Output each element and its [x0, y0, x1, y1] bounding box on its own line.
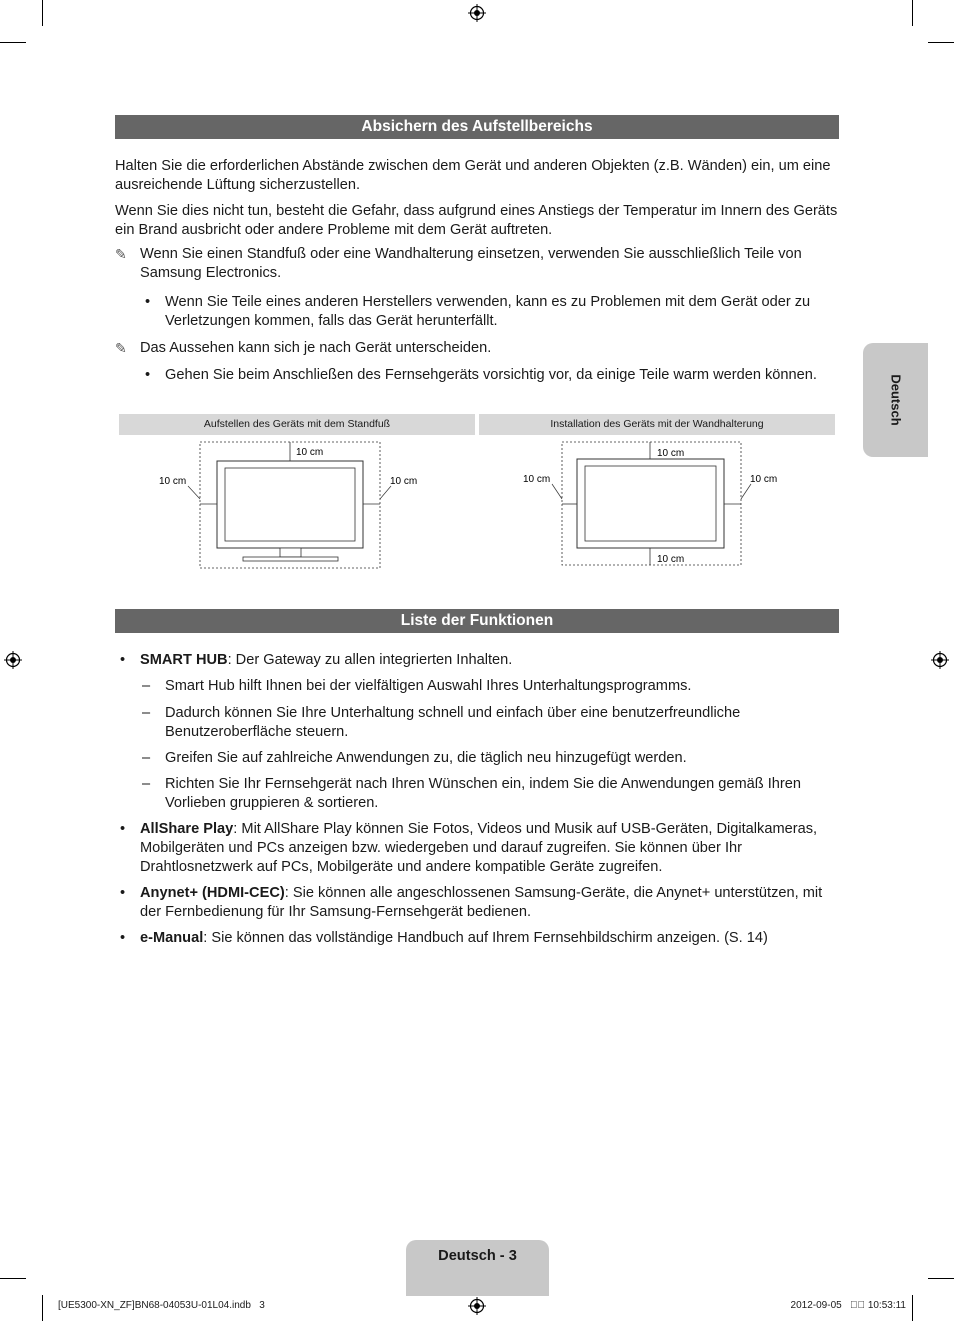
registration-mark-icon: [468, 1297, 486, 1315]
label-left: 10 cm: [159, 476, 187, 487]
dash-mark: –: [142, 705, 151, 721]
leader-right: [380, 486, 391, 499]
note-samsung-parts: [115, 245, 839, 283]
tv-screen: [585, 466, 716, 541]
crop-mark: [0, 1278, 26, 1279]
label-right: 10 cm: [750, 474, 778, 485]
figure-title-stand: Aufstellen des Geräts mit dem Standfuß: [119, 414, 475, 435]
point-text: Smart Hub hilft Ihnen bei der vielfältigen Auswahl Ihres Unterhaltungsprogramms.: [165, 678, 692, 694]
bullet-mark: •: [145, 294, 151, 310]
paragraph-fire-risk: Wenn Sie dies nicht tun, besteht die Gefahr, dass aufgrund eines Anstiegs der Temperatur im Innern des Geräts ein Brand ausbricht oder andere Probleme mit dem Gerät auftreten.: [115, 203, 838, 238]
dash-mark: –: [142, 750, 151, 766]
leader-left: [552, 484, 562, 499]
smart-hub-point: [140, 704, 839, 742]
tv-screen: [225, 468, 355, 541]
crop-mark: [912, 0, 913, 26]
feature-text: : Mit AllShare Play können Sie Fotos, Videos und Musik auf USB-Geräten, Digitalkameras, Mobilgeräten und PCs anzeigen bzw. wiedergeben und darauf zugreifen. Sie können über Ihr Drahtlosnetzwerk auf PCs, Mobilgeräte und andere kompatible Geräte zugreifen.: [140, 821, 818, 875]
crop-mark: [42, 1295, 43, 1321]
point-text: Greifen Sie auf zahlreiche Anwendungen zu, die täglich neu hinzugefügt werden.: [165, 750, 687, 766]
bullet-mark: •: [120, 885, 126, 901]
dash-mark: –: [142, 678, 151, 694]
registration-mark-icon: [931, 651, 949, 669]
label-top: 10 cm: [657, 448, 685, 459]
pencil-note-icon: ✎: [115, 246, 127, 262]
crop-mark: [928, 42, 954, 43]
print-file-info: [UE5300-XN_ZF]BN68-04053U-01L04.indb 3: [58, 1300, 265, 1311]
bullet-mark: •: [120, 652, 126, 668]
dash-mark: –: [142, 776, 151, 792]
tv-stand-neck: [280, 548, 301, 557]
feature-e-manual: [115, 929, 839, 948]
language-label: Deutsch: [888, 374, 903, 426]
label-right: 10 cm: [390, 476, 418, 487]
feature-text: : Der Gateway zu allen integrierten Inhalten.: [227, 652, 513, 668]
label-bottom: 10 cm: [657, 554, 685, 565]
registration-mark-icon: [4, 651, 22, 669]
crop-mark: [928, 1278, 954, 1279]
bullet-text: Wenn Sie Teile eines anderen Herstellers verwenden, kann es zu Problemen mit dem Gerät oder zu Verletzungen kommen, falls das Gerät herunterfällt.: [165, 294, 811, 329]
feature-text: : Sie können alle angeschlossenen Samsung-Geräte, die Anynet+ unterstützen, mit der Fernbedienung für Ihr Samsung-Fernsehgerät bedienen.: [140, 885, 823, 920]
language-side-tab: [863, 343, 928, 457]
wall-mount-installation-diagram: [479, 437, 835, 569]
note-text: Das Aussehen kann sich je nach Gerät unterscheiden.: [140, 340, 492, 356]
leader-left: [188, 486, 200, 499]
section-title-features: Liste der Funktionen: [115, 609, 839, 633]
smart-hub-point: [140, 775, 839, 813]
paragraph-ventilation: Halten Sie die erforderlichen Abstände zwischen dem Gerät und anderen Objekten (z.B. Wänden) ein, um eine ausreichende Lüftung sicherzustellen.: [115, 158, 831, 193]
stand-installation-diagram: [119, 437, 475, 569]
smart-hub-point: [140, 677, 839, 696]
feature-anynet: [115, 884, 839, 922]
feature-label: SMART HUB: [140, 652, 228, 668]
leader-right: [741, 484, 751, 499]
bullet-warm-parts: [140, 366, 839, 385]
feature-smart-hub: [115, 651, 839, 670]
bullet-mark: •: [145, 367, 151, 383]
page-number-tab: [406, 1240, 549, 1296]
bullet-mark: •: [120, 930, 126, 946]
tv-stand-base: [243, 557, 338, 561]
feature-label: Anynet+ (HDMI-CEC): [140, 885, 285, 901]
figure-title-wall-mount: Installation des Geräts mit der Wandhalterung: [479, 414, 835, 435]
feature-label: e-Manual: [140, 930, 204, 946]
pencil-note-icon: ✎: [115, 340, 127, 356]
feature-allshare-play: [115, 820, 839, 877]
feature-text: : Sie können das vollständige Handbuch auf Ihrem Fernsehbildschirm anzeigen. (S. 14): [203, 930, 768, 946]
smart-hub-point: [140, 749, 839, 768]
bullet-other-manufacturer: [140, 293, 839, 331]
note-text: Wenn Sie einen Standfuß oder eine Wandhalterung einsetzen, verwenden Sie ausschließlich Teile von Samsung Electronics.: [140, 246, 802, 281]
feature-label: AllShare Play: [140, 821, 234, 837]
print-timestamp: 2012-09-05 ￿￿ 10:53:11: [790, 1300, 906, 1311]
crop-mark: [0, 42, 26, 43]
page-number: Deutsch - 3: [438, 1248, 517, 1264]
crop-mark: [42, 0, 43, 26]
note-appearance: [115, 339, 839, 358]
label-top: 10 cm: [296, 447, 324, 458]
bullet-mark: •: [120, 821, 126, 837]
point-text: Richten Sie Ihr Fernsehgerät nach Ihren Wünschen ein, indem Sie die Anwendungen gemäß Ihren Vorlieben gruppieren & sortieren.: [165, 776, 802, 811]
label-left: 10 cm: [523, 474, 551, 485]
bullet-text: Gehen Sie beim Anschließen des Fernsehgeräts vorsichtig vor, da einige Teile warm werden können.: [165, 367, 817, 383]
registration-mark-icon: [468, 4, 486, 22]
crop-mark: [912, 1295, 913, 1321]
point-text: Dadurch können Sie Ihre Unterhaltung schnell und einfach über eine benutzerfreundliche Benutzeroberfläche steuern.: [165, 705, 741, 740]
section-title-installation-space: Absichern des Aufstellbereichs: [115, 115, 839, 139]
